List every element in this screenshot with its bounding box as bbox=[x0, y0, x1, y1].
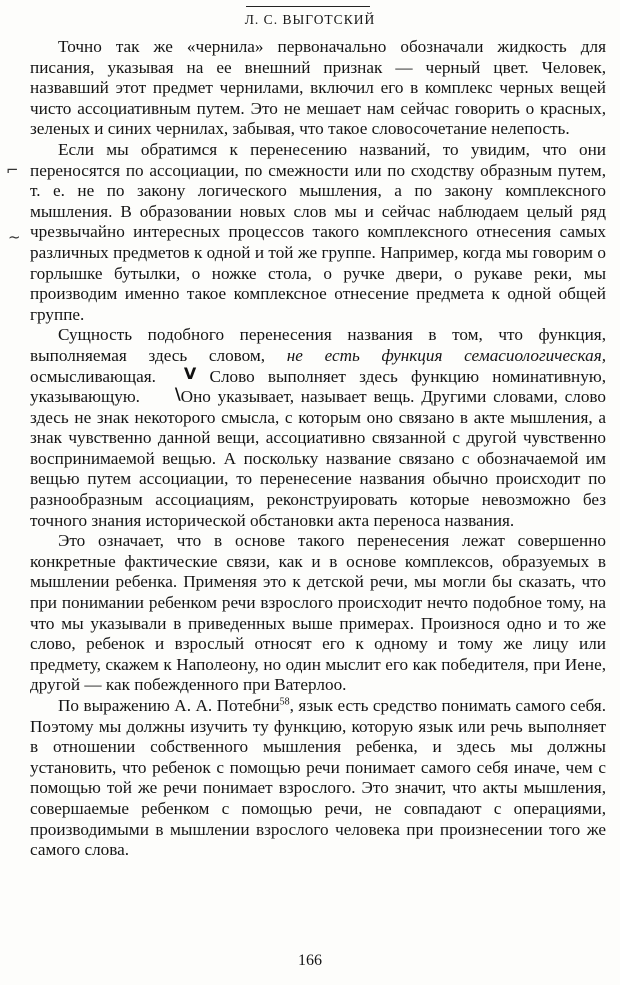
margin-dash-icon: ~ bbox=[8, 228, 21, 246]
paragraph-3-part-2: осмысливающая. bbox=[30, 366, 156, 386]
paragraph-3-part-4: Оно указывает, называет вещь. Другими словами, слово здесь не знак некоторого смысла, с которым оно связано в акте мышления, а знак чувственно данной вещи, ассоциативно связанной с другой чувственно воспринимаемой вещью. А поскольку название связано с обозначаемой им вещью путем ассоциации, то перенесение названия обычно происходит по разнообразным ассоциациям, реконструировать которые невозможно без точного знания исторической обстановки акта переноса названия. bbox=[30, 387, 607, 530]
paragraph-5-part-1: По выражению А. А. Потебни bbox=[58, 696, 280, 715]
margin-mark-icon: ⌐ bbox=[6, 161, 19, 179]
header-rule bbox=[246, 6, 370, 7]
paragraph-4: Это означает, что в основе такого перенесения лежат совершенно конкретные фактические связи, как и в основе комплексов, образуемых в мышлении ребенка. Применяя это к детской речи, мы могли бы сказать, что при понимании ребенком речи взрослого происходит нечто подобное тому, на что мы указывали в приведенных выше примерах. Произнося одно и то же слово, ребенок и взрослый относят его к одному и тому же лицу или предмету, скажем к Наполеону, но один мыслит его как победителя, при Иене, другой — как побежденного при Ватерлоо. bbox=[30, 531, 606, 695]
paragraph-3: Сущность подобного перенесения названия в том, что функция, выполняемая здесь словом, не есть функция семасиологическая, осмысливающая. V Слово выполняет здесь функцию номинативную, указывающую. \Оно указывает, называет вещь. Другими словами, слово здесь не знак некоторого смысла, с которым оно связано в акте мышления, а знак чувственно данной вещи, ассоциативно связанной с другой чувственно воспринимаемой вещью. А поскольку название связано с обозначаемой им вещью путем ассоциации, то перенесение названия обычно происходит по разнообразным ассоциациям, реконструировать которые невозможно без точного знания исторической обстановки акта переноса названия. bbox=[30, 325, 607, 530]
footnote-reference: 58 bbox=[279, 696, 290, 708]
paragraph-5 bbox=[30, 696, 606, 861]
paragraph-2: Если мы обратимся к перенесению названий, то увидим, что они переносятся по ассоциации, по смежности или по сходству образным путем, т. е. не по закону логического мышления, а по закону комплексного мышления. В образовании новых слов мы и сейчас наблюдаем целый ряд чрезвычайно интересных процессов такого комплексного отнесения самых различных предметов к одной и той же группе. Например, когда мы говорим о горлышке бутылки, о ножке стола, о ручке двери, о рукаве реки, мы производим именно такое комплексное отнесение предмета к одной общей группе. bbox=[30, 139, 606, 324]
paragraph-3-part-3: Слово выполняет здесь функцию номинативную, указывающую. bbox=[30, 366, 606, 407]
page-body bbox=[30, 37, 606, 861]
paragraph-3-part-1: Сущность подобного перенесения названия в том, что функция, выполняемая здесь словом, bbox=[30, 325, 606, 365]
emphasized-phrase: не есть функция семасиологическая, bbox=[286, 345, 606, 365]
paragraph-5-part-2: , язык есть средство понимать самого себя. Поэтому мы должны изучить ту функцию, которую язык или речь выполняет в отношении собственного мышления ребенка, и здесь мы должны установить, что ребенок с помощью речи понимает самого себя иначе, чем с помощью той же речи понимает взрослого. Это значит, что акты мышления, совершаемые ребенком с помощью речи, не совпадают с операциями, производимыми в мышлении взрослого человека при произнесении того же самого слова. bbox=[30, 696, 606, 860]
paragraph-1: Точно так же «чернила» первоначально обозначали жидкость для писания, указывая на ее внешний признак — черный цвет. Человек, назвавший этот предмет чернилами, включил его в комплекс черных вещей чисто ассоциативным путем. Это не мешает нам сейчас говорить о красных, зеленых и синих чернилах, забывая, что такое словосочетание нелепость. bbox=[30, 37, 606, 139]
page-number: 166 bbox=[298, 952, 322, 969]
running-head: Л. С. ВЫГОТСКИЙ bbox=[244, 12, 376, 27]
